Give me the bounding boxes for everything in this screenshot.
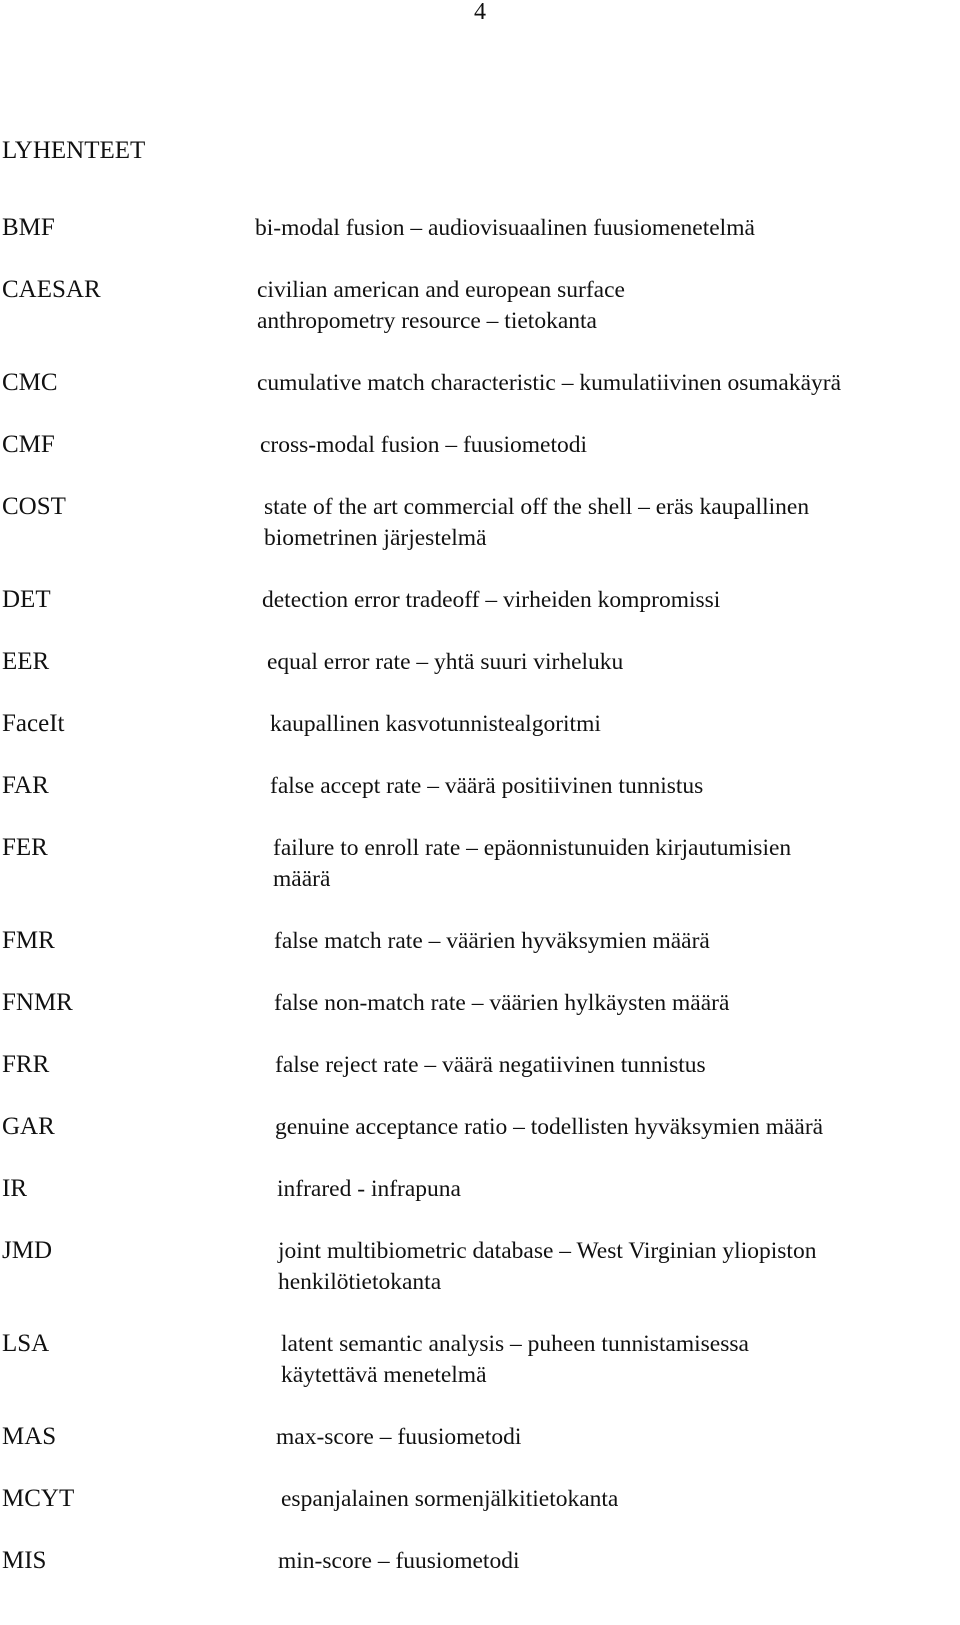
- abbreviation-entry: [0, 1483, 960, 1515]
- abbreviation-definition: cross-modal fusion – fuusiometodi: [260, 432, 588, 458]
- abbreviation-entry: [0, 1049, 960, 1081]
- abbreviation-definition: civilian american and european surface: [257, 277, 625, 303]
- abbreviation-definition: false reject rate – väärä negatiivinen tunnistus: [275, 1052, 706, 1078]
- abbreviation-entry: [0, 832, 960, 892]
- abbreviation-definition: equal error rate – yhtä suuri virheluku: [267, 649, 624, 675]
- page-number: 4: [474, 0, 486, 25]
- abbreviation-term: IR: [2, 1175, 27, 1202]
- abbreviation-definition: max-score – fuusiometodi: [276, 1424, 522, 1450]
- abbreviation-term: EER: [2, 648, 50, 675]
- abbreviation-entry: [0, 212, 960, 244]
- abbreviation-term: CMC: [2, 369, 58, 396]
- abbreviation-term: MAS: [2, 1423, 57, 1450]
- abbreviation-term: LSA: [2, 1330, 50, 1357]
- abbreviation-term: FAR: [2, 772, 49, 799]
- abbreviation-entry: [0, 429, 960, 461]
- abbreviation-term: FaceIt: [2, 710, 65, 737]
- abbreviation-definition: state of the art commercial off the shell – eräs kaupallinen: [264, 494, 810, 520]
- abbreviation-term: BMF: [2, 214, 55, 241]
- abbreviation-definition: espanjalainen sormenjälkitietokanta: [281, 1486, 619, 1512]
- abbreviation-entry: [0, 367, 960, 399]
- abbreviation-term: CMF: [2, 431, 55, 458]
- abbreviation-entry: [0, 1421, 960, 1453]
- abbreviation-term: FER: [2, 834, 48, 861]
- abbreviation-term: DET: [2, 586, 51, 613]
- abbreviation-definition: latent semantic analysis – puheen tunnistamisessa: [281, 1331, 749, 1357]
- abbreviation-definition: false match rate – väärien hyväksymien määrä: [274, 928, 710, 954]
- abbreviation-entry: [0, 1111, 960, 1143]
- abbreviation-definition: henkilötietokanta: [278, 1269, 442, 1295]
- abbreviation-term: FMR: [2, 927, 55, 954]
- abbreviation-entry: [0, 1173, 960, 1205]
- abbreviation-definition: anthropometry resource – tietokanta: [257, 308, 597, 334]
- abbreviation-definition: biometrinen järjestelmä: [264, 525, 487, 551]
- abbreviation-entry: [0, 987, 960, 1019]
- abbreviation-term: CAESAR: [2, 276, 101, 303]
- abbreviation-definition: cumulative match characteristic – kumulatiivinen osumakäyrä: [257, 370, 842, 396]
- section-title: LYHENTEET: [2, 137, 146, 164]
- abbreviation-definition: min-score – fuusiometodi: [278, 1548, 520, 1574]
- abbreviation-term: FNMR: [2, 989, 73, 1016]
- abbreviation-entry: [0, 646, 960, 678]
- abbreviation-definition: käytettävä menetelmä: [281, 1362, 487, 1388]
- abbreviation-definition: bi-modal fusion – audiovisuaalinen fuusiomenetelmä: [255, 215, 755, 241]
- abbreviation-entry: [0, 491, 960, 551]
- abbreviation-entry: [0, 1545, 960, 1577]
- abbreviation-definition: määrä: [273, 866, 331, 892]
- abbreviation-definition: failure to enroll rate – epäonnistunuiden kirjautumisien: [273, 835, 792, 861]
- abbreviation-definition: infrared - infrapuna: [277, 1176, 461, 1202]
- abbreviation-term: JMD: [2, 1237, 53, 1264]
- abbreviation-definition: false accept rate – väärä positiivinen tunnistus: [270, 773, 704, 799]
- abbreviation-term: MCYT: [2, 1485, 75, 1512]
- abbreviation-entry: [0, 584, 960, 616]
- abbreviation-term: COST: [2, 493, 66, 520]
- abbreviation-entry: [0, 708, 960, 740]
- abbreviation-entry: [0, 770, 960, 802]
- abbreviation-entry: [0, 925, 960, 957]
- abbreviation-entry: [0, 1328, 960, 1388]
- abbreviation-definition: detection error tradeoff – virheiden kompromissi: [262, 587, 721, 613]
- abbreviation-entry: [0, 1235, 960, 1295]
- abbreviation-term: MIS: [2, 1547, 47, 1574]
- abbreviation-definition: joint multibiometric database – West Virginian yliopiston: [278, 1238, 817, 1264]
- abbreviation-term: GAR: [2, 1113, 55, 1140]
- abbreviation-definition: kaupallinen kasvotunnistealgoritmi: [270, 711, 601, 737]
- abbreviation-definition: genuine acceptance ratio – todellisten hyväksymien määrä: [275, 1114, 824, 1140]
- abbreviation-definition: false non-match rate – väärien hylkäysten määrä: [274, 990, 730, 1016]
- abbreviation-entry: [0, 274, 960, 334]
- abbreviation-term: FRR: [2, 1051, 50, 1078]
